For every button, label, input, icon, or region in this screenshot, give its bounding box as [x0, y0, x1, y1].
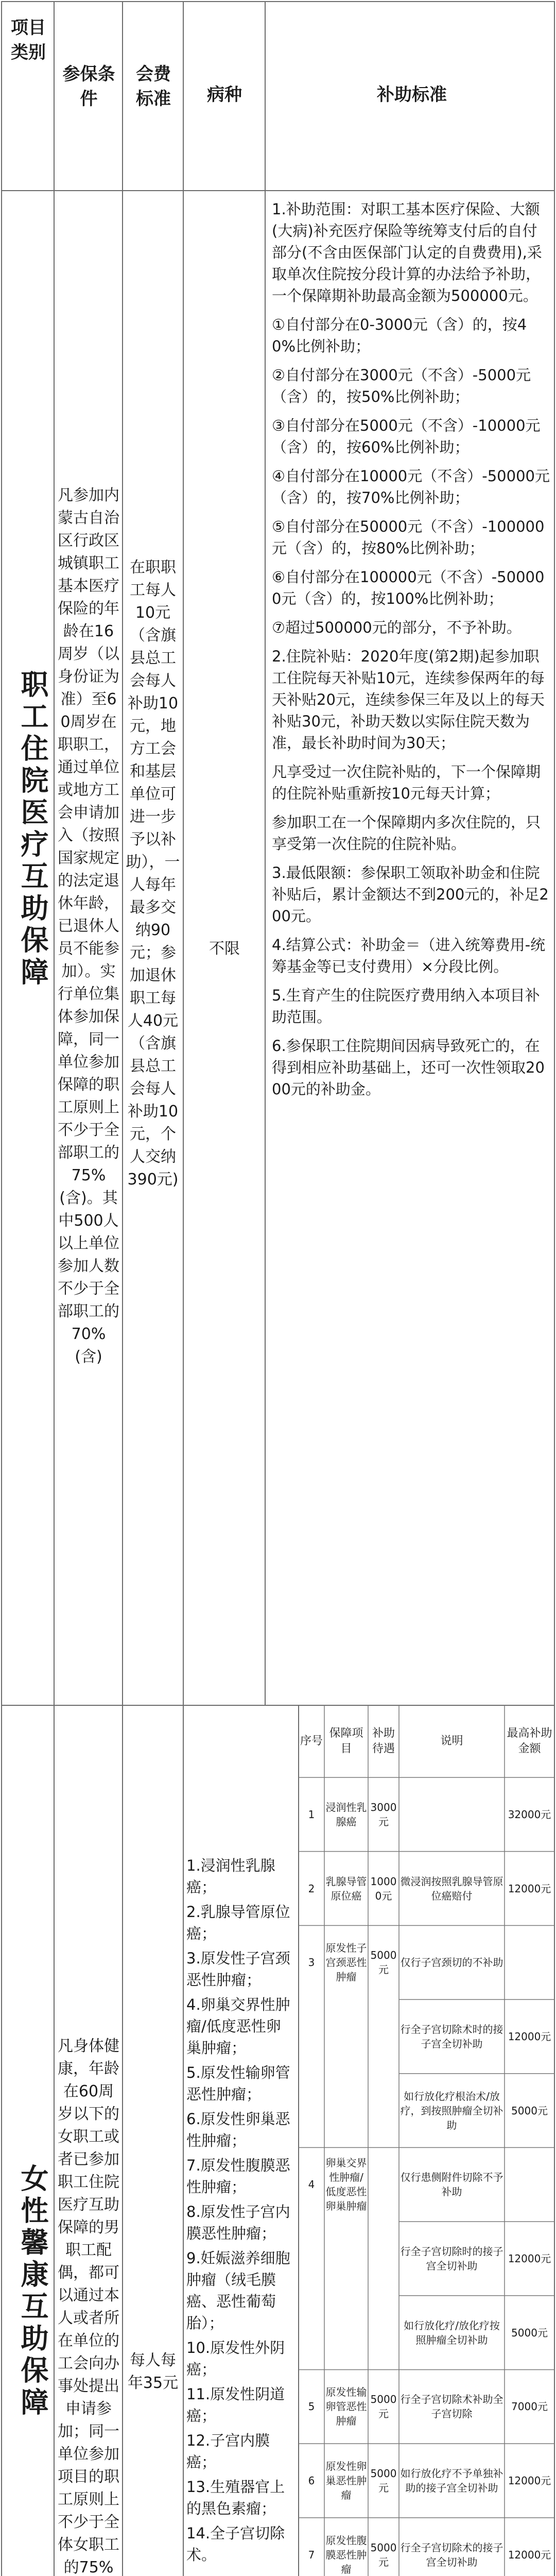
inner-table-cell: 原发性卵巢恶性肿瘤 — [325, 2460, 367, 2501]
header-condition: 参保条件 — [62, 64, 115, 109]
disease-item: 9.妊娠滋养细胞肿瘤（绒毛膜癌、恶性葡萄胎）； — [186, 2249, 290, 2332]
disease-item: 2.乳腺导管原位癌； — [186, 1903, 290, 1942]
disease-item: 13.生殖器官上的黑色素瘤； — [186, 2478, 285, 2517]
standard-paragraph: 凡享受过一次住院补贴的，下一个保障期的住院补贴重新按10元每天计算； — [272, 763, 541, 802]
standard-paragraph: 1.补助范围：对职工基本医疗保险、大额(大病)补充医疗保险等统筹支付后的自付部分(不含由医保部门认定的自费费用),采取单次住院按分段计算的办法给予补助，一个保障期补助最高金额为500000元。 — [272, 200, 542, 304]
disease-item: 14.全子宫切除术。 — [186, 2524, 285, 2564]
disease-item: 1.浸润性乳腺癌； — [186, 1857, 275, 1896]
inner-table-cell: 行全子宫切除术的接子宫全切补助 — [400, 2541, 503, 2568]
inner-table-cell: 卵巢交界性肿瘤/低度恶性卵巢肿瘤 — [325, 2157, 367, 2213]
inner-table-cell: 行全子宫切除术补助全子宫切除 — [400, 2393, 503, 2420]
section1-condition: 凡参加内蒙古自治区行政区城镇职工基本医疗保险的年龄在16周岁（以身份证为准）至60周岁在职职工，通过单位或地方工会申请加入（按照国家规定的法定退休年龄，已退休人员不能参加）。实行单位集体参加保障，同一单位参加保障的职工原则上不少于全部职工的75%(含)。其中500人以上单位参加人数不少于全部职工的70%(含) — [58, 486, 119, 1366]
inner-table-header: 保障项目 — [329, 1727, 363, 1755]
inner-table-cell: 12000元 — [508, 1882, 551, 1895]
disease-item: 4.卵巢交界性肿瘤/低度恶性卵巢肿瘤； — [186, 1996, 290, 2057]
inner-table-header: 最高补助金额 — [507, 1727, 552, 1755]
inner-table-cell: 如行放化疗不予单独补助的接子宫全切补助 — [400, 2467, 503, 2494]
inner-table-cell: 仅行患侧附件切除不予补助 — [400, 2171, 503, 2198]
inner-table-cell: 6 — [308, 2474, 315, 2487]
inner-table-header: 补助待遇 — [372, 1727, 395, 1755]
section1-standard — [272, 198, 550, 1107]
inner-table-cell: 5000元 — [370, 2541, 397, 2568]
inner-table-cell: 如行放化疗根治术/放疗，到按照肿瘤全切补助 — [400, 2090, 503, 2131]
inner-table-cell: 4 — [308, 2178, 315, 2191]
inner-table-cell: 5000元 — [511, 2326, 548, 2339]
inner-table-cell: 浸润性乳腺癌 — [325, 1801, 367, 1828]
inner-table-cell: 7 — [308, 2548, 315, 2561]
inner-table-header: 序号 — [300, 1735, 323, 1748]
standard-paragraph: 4.结算公式：补助金＝（进入统筹费用-统筹基金等已支付费用）×分段比例。 — [272, 936, 546, 975]
inner-table-header: 说明 — [440, 1735, 463, 1748]
inner-table-cell: 7000元 — [511, 2400, 548, 2413]
standard-paragraph: ⑤自付部分在50000元（不含）-100000元（含）的，按80%比例补助； — [272, 518, 545, 557]
standard-paragraph: 参加职工在一个保障期内多次住院的，只享受第一次住院的住院补贴。 — [272, 814, 541, 853]
section1-category: 职工住院医疗互助保障 — [16, 670, 49, 989]
standard-paragraph: ⑦超过500000元的部分，不予补助。 — [272, 619, 522, 636]
inner-table-cell: 12000元 — [508, 2030, 551, 2043]
disease-item: 10.原发性外阴癌； — [186, 2339, 285, 2378]
section2-disease-list — [186, 1855, 296, 2569]
standard-paragraph: 2.住院补贴：2020年度(第2期)起参加职工住院每天补贴10元，连续参保两年的每天补贴20元，连续参保三年及以上的每天补贴30元，补助天数以实际住院天数为准，最长补助时间为30天； — [272, 648, 545, 752]
standard-paragraph: ②自付部分在3000元（不含）-5000元（含）的，按50%比例补助； — [272, 366, 531, 405]
inner-table-cell: 原发性输卵管恶性肿瘤 — [325, 2386, 367, 2428]
section2-benefit-table — [299, 1705, 554, 2576]
header-category: 项目类别 — [11, 18, 46, 63]
inner-table-cell: 2 — [308, 1882, 315, 1895]
inner-table-cell: 10000元 — [370, 1875, 397, 1902]
section1-disease: 不限 — [209, 940, 240, 958]
inner-table-cell: 原发性子宫颈恶性肿瘤 — [325, 1942, 367, 1984]
standard-paragraph: ③自付部分在5000元（不含）-10000元（含）的，按60%比例补助； — [272, 417, 541, 456]
inner-table-cell: 原发性腹膜恶性肿瘤 — [325, 2534, 367, 2575]
inner-table-cell: 12000元 — [508, 2548, 551, 2561]
section2-category: 女性馨康互助保障 — [16, 2164, 49, 2419]
standard-paragraph: ⑥自付部分在100000元（不含）-500000元（含）的，按100%比例补助； — [272, 568, 545, 607]
standard-paragraph: ①自付部分在0-3000元（含）的，按40%比例补助； — [272, 316, 527, 355]
inner-table-cell: 如行放化疗/放化疗按照肿瘤全切补助 — [404, 2319, 500, 2346]
inner-table-cell: 行全子宫切除时的接子宫全切补助 — [400, 2245, 503, 2272]
inner-table-cell: 5000元 — [370, 1949, 397, 1976]
inner-table-cell: 乳腺导管原位癌 — [325, 1875, 367, 1902]
header-fee: 会费标准 — [136, 64, 171, 109]
section2-condition: 凡身体健康，年龄在60周岁以下的女职工或者已参加职工住院医疗互助保障的男职工配偶，都可以通过本人或者所在单位的工会向办事处提出申请参加；同一单位参加项目的职工原则上不少于全体女职工的75% — [58, 2037, 119, 2576]
section1-fee: 在职职工每人10元（含旗县总工会每人补助10元，地方工会和基层单位可进一步予以补助），一人每年最多交纳90元；参加退休职工每人40元（含旗县总工会每人补助10元，个人交纳390元) — [126, 558, 180, 1189]
disease-item: 6.原发性卵巢恶性肿瘤； — [186, 2110, 290, 2149]
header-disease: 病种 — [207, 84, 242, 105]
inner-table-cell: 12000元 — [508, 2252, 551, 2265]
inner-table-cell: 微浸润按照乳腺导管原位癌赔付 — [400, 1875, 503, 1902]
inner-table-cell: 行全子宫切除术时的接子宫全切补助 — [400, 2023, 503, 2050]
disease-item: 8.原发性子宫内膜恶性肿瘤； — [186, 2203, 290, 2242]
inner-table-cell: 3 — [308, 1956, 315, 1969]
inner-table-cell: 12000元 — [508, 2474, 551, 2487]
inner-table-cell: 5000元 — [511, 2104, 548, 2117]
standard-paragraph: 5.生育产生的住院医疗费用纳入本项目补助范围。 — [272, 987, 540, 1026]
inner-table-cell: 3000元 — [370, 1801, 397, 1828]
inner-table-cell: 1 — [308, 1808, 315, 1821]
disease-item: 11.原发性阴道癌； — [186, 2385, 285, 2425]
inner-table-cell: 5000元 — [370, 2467, 397, 2494]
disease-item: 3.原发性子宫颈恶性肿瘤； — [186, 1950, 290, 1989]
inner-table-cell: 仅行子宫颈切的不补助 — [400, 1956, 503, 1969]
disease-item: 5.原发性输卵管恶性肿瘤； — [186, 2064, 290, 2103]
section2-fee: 每人每年35元 — [127, 2351, 179, 2392]
disease-item: 12.子宫内膜癌； — [186, 2432, 270, 2471]
standard-paragraph: ④自付部分在10000元（不含）-50000元（含）的，按70%比例补助； — [272, 467, 550, 506]
inner-table-cell: 32000元 — [508, 1808, 551, 1821]
inner-table-cell: 5000元 — [370, 2393, 397, 2420]
disease-item: 7.原发性腹膜恶性肿瘤； — [186, 2157, 290, 2196]
standard-paragraph: 6.参保职工住院期间因病导致死亡的，在得到相应补助基础上，还可一次性领取2000元的补助金。 — [272, 1037, 545, 1098]
header-standard: 补助标准 — [377, 84, 447, 105]
inner-table-cell: 5 — [308, 2400, 315, 2413]
standard-paragraph: 3.最低限额：参保职工领取补助金和住院补贴后，累计金额达不到200元的，补足200元。 — [272, 864, 549, 925]
